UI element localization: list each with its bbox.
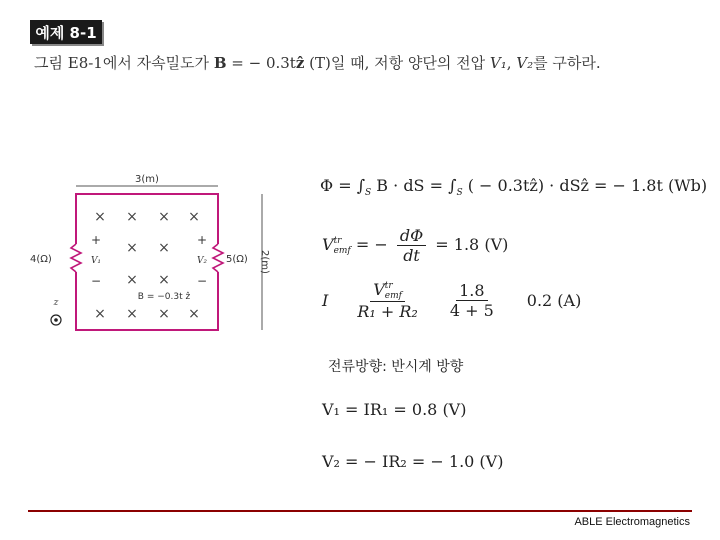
- field-cross: ×: [94, 209, 106, 225]
- i-num2: 1.8: [456, 281, 487, 301]
- r1-label: 4(Ω): [30, 254, 52, 265]
- field-label: B = −0.3t ẑ: [137, 292, 191, 302]
- emf-rhs: = 1.8 (V): [435, 235, 509, 254]
- field-cross: ×: [126, 209, 138, 225]
- emf-den: dt: [403, 246, 420, 265]
- field-cross: ×: [158, 240, 170, 256]
- i-num1: V: [373, 280, 385, 299]
- emf-eq: = −: [350, 235, 388, 254]
- v2-equation: V₂ = − IR₂ = − 1.0 (V): [322, 452, 504, 471]
- v1-plus: +: [90, 233, 102, 247]
- field-cross: ×: [158, 306, 170, 322]
- i-num1-sub: emf: [384, 290, 402, 301]
- footer-divider: [28, 510, 692, 512]
- i-den2: 4 + 5: [449, 300, 494, 320]
- problem-statement: [34, 52, 601, 73]
- emf-num: dΦ: [397, 226, 426, 246]
- emf-equation: [322, 226, 508, 265]
- v2-text: V₂: [516, 54, 534, 72]
- emf-fraction: [397, 226, 426, 265]
- emf-lhs: V: [322, 235, 334, 254]
- v2-label: V₂: [196, 256, 208, 266]
- field-cross: ×: [126, 272, 138, 288]
- flux-sub1: S: [365, 188, 372, 199]
- circuit-figure: [30, 160, 280, 340]
- i-num1-sup: tr: [384, 280, 393, 291]
- problem-suffix: 를 구하라.: [533, 54, 601, 72]
- i-fraction-1: [354, 280, 421, 321]
- flux-mid: B · dS = ∫: [376, 176, 457, 195]
- i-rhs: 0.2 (A): [526, 290, 582, 310]
- problem-unit: (T)일 때, 저항 양단의 전압: [304, 54, 490, 72]
- example-badge: 예제 8-1: [30, 20, 102, 44]
- i-lhs: I: [322, 290, 329, 310]
- flux-rhs: ( − 0.3tẑ) · dSẑ = − 1.8t (Wb): [467, 176, 708, 195]
- b-vector: B: [213, 54, 227, 72]
- v2-minus: −: [196, 274, 208, 288]
- flux-sub2: S: [456, 188, 463, 199]
- field-crosses: [94, 209, 200, 322]
- v1-label: V₁: [90, 256, 102, 266]
- v1-text: V₁: [489, 54, 507, 72]
- emf-sup: tr: [333, 235, 342, 246]
- field-cross: ×: [188, 209, 200, 225]
- field-cross: ×: [126, 306, 138, 322]
- problem-expr: = − 0.3t: [226, 54, 296, 72]
- flux-equation: [320, 176, 707, 198]
- flux-lhs: Φ = ∫: [320, 176, 366, 195]
- r2-label: 5(Ω): [226, 254, 248, 265]
- i-fraction-2: [447, 281, 497, 320]
- problem-comma: ,: [506, 54, 517, 72]
- field-cross: ×: [158, 209, 170, 225]
- i-den1: R₁ + R₂: [357, 301, 418, 321]
- problem-prefix: 그림 E8-1에서 자속밀도가: [34, 54, 214, 72]
- field-cross: ×: [126, 240, 138, 256]
- out-of-page-dot: [54, 318, 58, 322]
- v1-equation: V₁ = IR₁ = 0.8 (V): [322, 400, 467, 419]
- v1-minus: −: [90, 274, 102, 288]
- footer-brand: ABLE Electromagnetics: [574, 516, 690, 528]
- height-label: 2(m): [259, 250, 270, 274]
- z-hat: ẑ: [295, 54, 305, 72]
- width-label: 3(m): [135, 174, 159, 185]
- v2-plus: +: [196, 233, 208, 247]
- z-axis-label: z: [53, 298, 59, 308]
- field-cross: ×: [158, 272, 170, 288]
- current-direction-note: 전류방향: 반시계 방향: [328, 359, 464, 375]
- field-cross: ×: [188, 306, 200, 322]
- emf-sub: emf: [333, 245, 351, 256]
- current-equation: [322, 280, 581, 321]
- field-cross: ×: [94, 306, 106, 322]
